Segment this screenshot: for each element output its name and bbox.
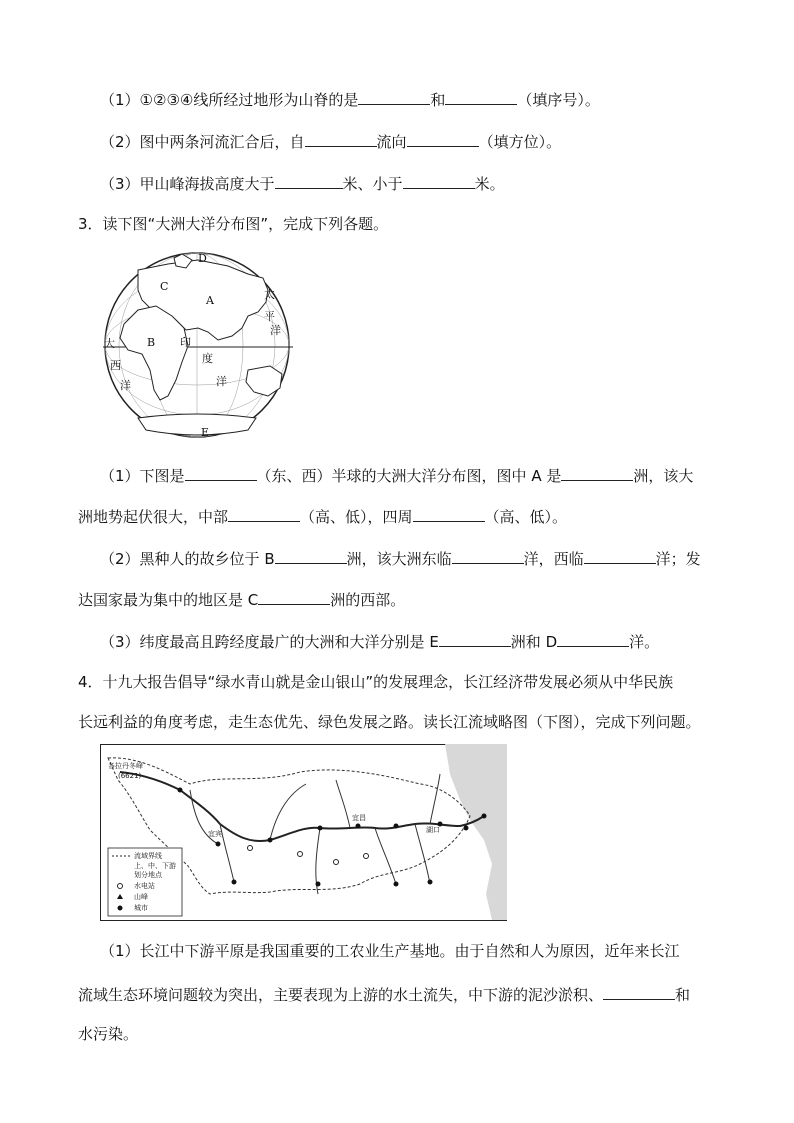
label-B: B	[147, 336, 156, 349]
label-tai: 太	[264, 288, 275, 301]
antarctica-shape	[138, 414, 256, 435]
answer-blank[interactable]	[358, 88, 430, 105]
answer-blank[interactable]	[275, 172, 343, 189]
label-peak: 各拉丹冬峰	[108, 762, 143, 770]
label-xi: 西	[110, 359, 121, 372]
q4-item-1b: 流域生态环境问题较为突出，主要表现为上游的水土流失，中下游的泥沙淤积、 和	[78, 983, 690, 1005]
answer-blank[interactable]	[439, 630, 511, 647]
label-yang2: 洋	[120, 379, 131, 392]
answer-blank[interactable]	[275, 547, 347, 564]
continents-oceans-map	[98, 250, 298, 442]
label-yang1: 洋	[270, 324, 281, 337]
label-da: 大	[104, 337, 115, 350]
legend-division-2: 划分地点	[134, 871, 162, 879]
map-legend	[108, 848, 182, 916]
label-C: C	[160, 280, 169, 293]
answer-blank[interactable]	[557, 630, 629, 647]
q4-item-1c: 水污染。	[78, 1025, 139, 1043]
answer-blank[interactable]	[603, 983, 675, 1000]
q4-item-1a: （1）长江中下游平原是我国重要的工农业生产基地。由于自然和人为原因，近年来长江	[100, 942, 680, 960]
legend-peak: 山峰	[134, 893, 148, 901]
yangtze-basin-map	[100, 744, 507, 922]
label-peak-alt: (6621)	[118, 772, 142, 780]
label-yin: 印	[180, 336, 191, 349]
q2-item-1: （1）①②③④线所经过地形为山脊的是 和 （填序号）。	[100, 88, 600, 110]
answer-blank[interactable]	[561, 464, 633, 481]
answer-blank[interactable]	[413, 505, 485, 522]
label-D: D	[198, 252, 207, 265]
label-du: 度	[202, 352, 213, 365]
label-E: E	[201, 426, 210, 439]
label-yang3: 洋	[216, 375, 227, 388]
q2-item-3: （3）甲山峰海拔高度大于 米、小于 米。	[100, 172, 505, 194]
answer-blank[interactable]	[452, 547, 524, 564]
answer-blank[interactable]	[185, 464, 257, 481]
label-hukou: 湖口	[426, 826, 440, 834]
legend-division: 上、中、下游	[134, 862, 176, 870]
q3-item-2b: 达国家最为集中的地区是 C 洲的西部。	[78, 588, 405, 610]
answer-blank[interactable]	[228, 505, 300, 522]
q3-item-1a: （1）下图是 （东、西）半球的大洲大洋分布图，图中 A 是 洲，该大	[100, 464, 693, 486]
answer-blank[interactable]	[258, 588, 330, 605]
answer-blank[interactable]	[584, 547, 656, 564]
label-yichang: 宜昌	[352, 814, 366, 822]
legend-city: 城市	[134, 904, 148, 912]
q4-intro-2: 长远利益的角度考虑，走生态优先、绿色发展之路。读长江流域略图（下图），完成下列问题。	[78, 713, 701, 731]
q3-item-2a: （2）黑种人的故乡位于 B 洲，该大洲东临 洋，西临 洋；发	[100, 547, 701, 569]
label-ping: 平	[264, 310, 275, 323]
q3-item-3: （3）纬度最高且跨经度最广的大洲和大洋分别是 E 洲和 D 洋。	[100, 630, 659, 652]
legend-hydropower: 水电站	[134, 882, 155, 890]
answer-blank[interactable]	[407, 130, 479, 147]
label-A: A	[206, 294, 214, 307]
answer-blank[interactable]	[305, 130, 377, 147]
label-yibin: 宜宾	[208, 830, 222, 838]
answer-blank[interactable]	[403, 172, 475, 189]
q3-item-1b: 洲地势起伏很大，中部 （高、低），四周 （高、低）。	[78, 505, 567, 527]
answer-blank[interactable]	[445, 88, 517, 105]
legend-boundary: 流域界线	[134, 852, 162, 860]
q3-intro: 3．读下图“大洲大洋分布图”，完成下列各题。	[78, 215, 389, 233]
q4-intro-1: 4．十九大报告倡导“绿水青山就是金山银山”的发展理念，长江经济带发展必须从中华民族	[78, 673, 674, 691]
q2-item-2: （2）图中两条河流汇合后，自 流向 （填方位）。	[100, 130, 561, 152]
